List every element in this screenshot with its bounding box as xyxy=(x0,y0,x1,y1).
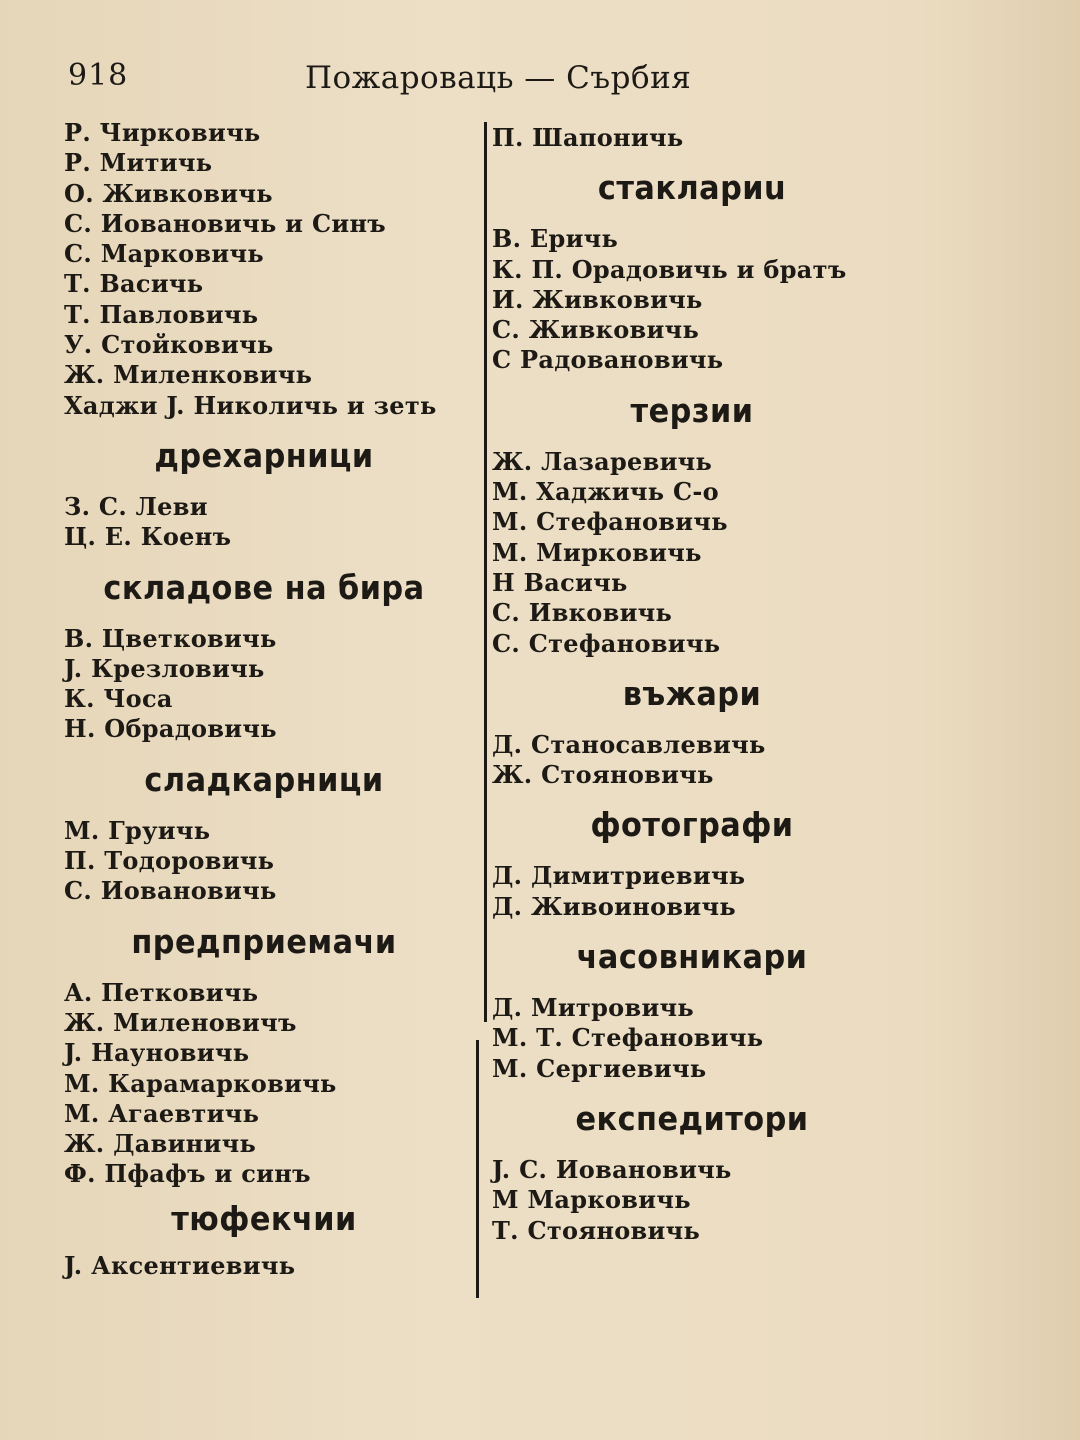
list-entry: М. Карамарковичь xyxy=(64,1068,337,1098)
column-divider-lower xyxy=(476,1040,479,1298)
list-entry: В. Цветковичь xyxy=(64,623,277,653)
list-entry: П. Тодоровичь xyxy=(64,846,275,876)
running-title: Пожароваць — Сърбия xyxy=(305,60,692,96)
list-entry: У. Стойковичь xyxy=(64,330,274,360)
list-entry: Ж. Миленковичь xyxy=(64,360,313,390)
list-entry: Т. Стояновичь xyxy=(492,1215,701,1245)
list-entry: Р. Чирковичь xyxy=(64,118,261,147)
list-entry: Н Васичь xyxy=(492,567,628,597)
list-entry: Д. Живоиновичь xyxy=(492,891,736,921)
list-entry: Ж. Стояновичь xyxy=(492,760,714,790)
list-entry: З. С. Леви xyxy=(64,491,208,521)
section-heading-ekspeditori: експедитори xyxy=(575,1098,809,1138)
list-entry: С. Иовановичь xyxy=(64,876,277,906)
list-entry: J. Науновичь xyxy=(64,1038,250,1068)
section-heading-vazhari: въжари xyxy=(622,673,762,713)
section-heading-sladkarnici: сладкарници xyxy=(144,759,384,799)
list-entry: М. Сергиевичь xyxy=(492,1053,707,1083)
list-entry: О. Живковичь xyxy=(64,178,273,208)
list-entry: С. Живковичь xyxy=(492,315,700,345)
list-entry: J. Крезловичь xyxy=(64,653,265,683)
section-heading-chasovnikari: часовникари xyxy=(576,937,808,977)
list-entry: С. Марковичь xyxy=(64,239,264,269)
section-heading-terzii: терзии xyxy=(630,390,754,430)
list-entry: Хаджи J. Николичь и зеть xyxy=(64,390,437,420)
list-entry: Д. Станосавлевичь xyxy=(492,729,766,759)
list-entry: М. Мирковичь xyxy=(492,537,702,567)
section-heading-predpriemachi: предприемачи xyxy=(131,921,397,961)
section-heading-drehanici: дрехарници xyxy=(154,435,374,475)
right-column xyxy=(492,123,892,1246)
list-entry: Ж. Давиничь xyxy=(64,1129,257,1159)
list-entry: И. Живковичь xyxy=(492,284,703,314)
list-entry: Т. Васичь xyxy=(64,269,204,299)
list-entry: J. С. Иовановичь xyxy=(492,1154,732,1184)
list-entry: К. П. Орадовичь и братъ xyxy=(492,254,847,284)
list-entry: М. Т. Стефановичь xyxy=(492,1023,764,1053)
list-entry: М. Груичь xyxy=(64,815,211,845)
list-entry: Ц. Е. Коенъ xyxy=(64,522,232,552)
list-entry: Ф. Пфафъ и синъ xyxy=(64,1159,311,1189)
section-heading-tyufekchii: тюфекчии xyxy=(171,1198,357,1238)
list-entry: В. Еричь xyxy=(492,224,619,254)
list-entry: J. Аксентиевичь xyxy=(64,1250,296,1280)
list-entry: Н. Обрадовичь xyxy=(64,714,277,744)
column-divider xyxy=(484,122,487,1022)
list-entry: Ж. Миленовичъ xyxy=(64,1007,297,1037)
list-entry: М. Агаевтичь xyxy=(64,1098,260,1128)
list-entry: С. Стефановичь xyxy=(492,628,721,658)
list-entry: М. Стефановичь xyxy=(492,507,728,537)
list-entry: Р. Митичь xyxy=(64,148,213,178)
left-column xyxy=(64,118,464,1281)
list-entry: К. Чоса xyxy=(64,684,173,714)
list-entry: Д. Митровичь xyxy=(492,993,695,1023)
list-entry: Т. Павловичь xyxy=(64,299,259,329)
list-entry: М Марковичь xyxy=(492,1185,691,1215)
section-heading-skladove-na-bira: складове на бира xyxy=(103,567,425,607)
list-entry: М. Хаджичь С-о xyxy=(492,477,719,507)
page-number: 918 xyxy=(68,58,129,93)
section-heading-staklarii: стаклариu xyxy=(597,168,787,208)
list-entry: С. Иовановичь и Синъ xyxy=(64,208,387,238)
list-entry: Ж. Лазаревичь xyxy=(492,446,713,476)
list-entry: П. Шапоничь xyxy=(492,123,684,152)
list-entry: С Радовановичь xyxy=(492,345,724,375)
section-heading-fotografi: фотографи xyxy=(590,805,794,845)
list-entry: С. Ивковичь xyxy=(492,598,673,628)
list-entry: А. Петковичь xyxy=(64,977,259,1007)
list-entry: Д. Димитриевичь xyxy=(492,861,746,891)
